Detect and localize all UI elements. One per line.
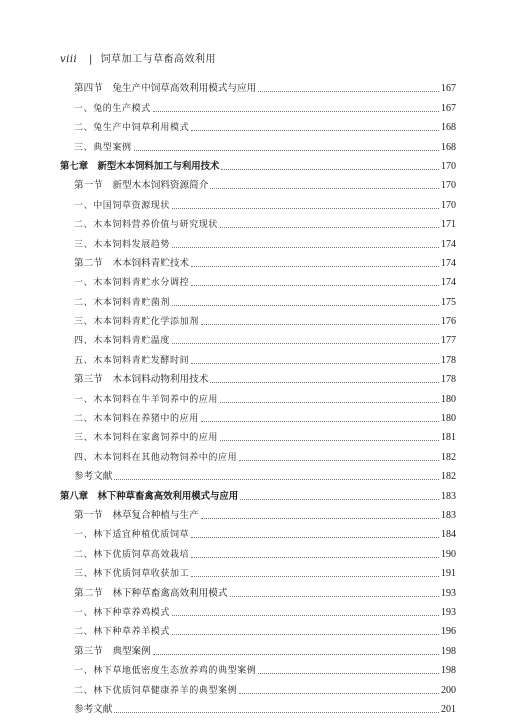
dot-leader: [210, 187, 439, 189]
toc-entry-title: 一、中国饲草资源现状: [74, 200, 171, 211]
toc-entry-title: 二、林下优质饲草高效栽培: [74, 549, 190, 560]
toc-entry-title: 三、典型案例: [74, 142, 132, 153]
toc-item-entry[interactable]: [60, 425, 456, 444]
toc-item-entry[interactable]: [60, 212, 456, 231]
toc-entry-title: 二、木本饲料青贮菌剂: [74, 297, 171, 308]
toc-item-entry[interactable]: [60, 289, 456, 308]
toc-section-entry[interactable]: [60, 76, 456, 95]
toc-entry-page-number: 193: [441, 606, 456, 618]
toc-item-entry[interactable]: [60, 270, 456, 289]
toc-entry-page-number: 181: [441, 432, 456, 444]
toc-entry-title: 第一节 新型木本饲料资源简介: [74, 180, 209, 192]
toc-entry-title: 三、木本饲料在家禽饲养中的应用: [74, 433, 219, 444]
toc-entry-page-number: 175: [441, 296, 456, 308]
dot-leader: [239, 692, 439, 694]
toc-entry-page-number: 176: [441, 316, 456, 328]
dot-leader: [220, 226, 439, 228]
toc-entry-page-number: 191: [441, 568, 456, 580]
toc-entry-title: 第三节 木本饲料动物利用技术: [74, 374, 209, 386]
toc-entry-page-number: 200: [441, 684, 456, 696]
dot-leader: [240, 498, 439, 500]
toc-entry-page-number: 170: [441, 199, 456, 211]
toc-entry-page-number: 178: [441, 354, 456, 366]
dot-leader: [191, 575, 439, 577]
toc-entry-page-number: 180: [441, 393, 456, 405]
toc-section-entry[interactable]: [60, 697, 456, 716]
toc-entry-page-number: 183: [441, 509, 456, 521]
toc-entry-page-number: 168: [441, 141, 456, 153]
toc-entry-title: 参考文献: [74, 471, 113, 483]
dot-leader: [201, 323, 439, 325]
toc-item-entry[interactable]: [60, 192, 456, 211]
dot-leader: [258, 90, 439, 92]
toc-section-entry[interactable]: [60, 580, 456, 599]
toc-entry-page-number: 174: [441, 257, 456, 269]
toc-section-entry[interactable]: [60, 173, 456, 192]
toc-entry-page-number: 180: [441, 413, 456, 425]
toc-section-entry[interactable]: [60, 464, 456, 483]
toc-item-entry[interactable]: [60, 347, 456, 366]
dot-leader: [191, 556, 439, 558]
toc-entry-title: 二、兔生产中饲草利用模式: [74, 123, 190, 134]
toc-entry-page-number: 196: [441, 626, 456, 638]
dot-leader: [220, 439, 439, 441]
toc-chapter-entry[interactable]: [60, 154, 456, 173]
dot-leader: [191, 265, 439, 267]
dot-leader: [114, 478, 439, 480]
toc-item-entry[interactable]: [60, 95, 456, 114]
dot-leader: [134, 149, 439, 151]
dot-leader: [201, 420, 439, 422]
toc-section-entry[interactable]: [60, 367, 456, 386]
toc-chapter-entry[interactable]: [60, 483, 456, 502]
dot-leader: [191, 362, 439, 364]
toc-entry-title: 四、木本饲料在其他动物饲养中的应用: [74, 452, 238, 463]
toc-entry-page-number: 190: [441, 548, 456, 560]
toc-entry-title: 第七章 新型木本饲料加工与利用技术: [60, 160, 220, 172]
toc-entry-page-number: 167: [441, 102, 456, 114]
toc-section-entry[interactable]: [60, 638, 456, 657]
dot-leader: [114, 711, 439, 713]
toc-entry-page-number: 201: [441, 703, 456, 715]
toc-item-entry[interactable]: [60, 619, 456, 638]
toc-entry-page-number: 174: [441, 277, 456, 289]
toc-item-entry[interactable]: [60, 444, 456, 463]
dot-leader: [221, 168, 439, 170]
toc-item-entry[interactable]: [60, 522, 456, 541]
toc-item-entry[interactable]: [60, 115, 456, 134]
dot-leader: [172, 614, 439, 616]
toc-entry-page-number: 198: [441, 665, 456, 677]
toc-entry-title: 第三节 典型案例: [74, 645, 151, 657]
toc-entry-title: 一、林下适宜种植优质饲草: [74, 530, 190, 541]
toc-entry-title: 二、木本饲料在养猪中的应用: [74, 414, 199, 425]
header-page-number: viii: [60, 54, 78, 65]
header-separator: |: [88, 54, 93, 65]
toc-entry-title: 二、林下优质饲草健康养羊的典型案例: [74, 685, 238, 696]
toc-entry-page-number: 183: [441, 490, 456, 502]
toc-entry-title: 第二节 林下种草畜禽高效利用模式: [74, 587, 228, 599]
toc-item-entry[interactable]: [60, 231, 456, 250]
dot-leader: [153, 110, 439, 112]
toc-entry-page-number: 182: [441, 471, 456, 483]
toc-entry-title: 一、木本饲料青贮水分调控: [74, 278, 190, 289]
toc-entry-title: 五、木本饲料青贮发酵时间: [74, 355, 190, 366]
toc-entry-title: 三、林下优质饲草收获加工: [74, 569, 190, 580]
toc-entry-page-number: 193: [441, 587, 456, 599]
toc-entry-title: 一、木本饲料在牛羊饲养中的应用: [74, 394, 219, 405]
dot-leader: [172, 207, 439, 209]
toc-item-entry[interactable]: [60, 134, 456, 153]
toc-entry-title: 二、木本饲料营养价值与研究现状: [74, 220, 219, 231]
toc-item-entry[interactable]: [60, 406, 456, 425]
dot-leader: [239, 459, 439, 461]
toc-entry-title: 四、木本饲料青贮温度: [74, 336, 171, 347]
toc-entry-page-number: 177: [441, 335, 456, 347]
toc-entry-page-number: 184: [441, 529, 456, 541]
toc-item-entry[interactable]: [60, 386, 456, 405]
toc-entry-page-number: 174: [441, 238, 456, 250]
dot-leader: [258, 672, 439, 674]
toc-entry-title: 三、木本饲料青贮化学添加剂: [74, 317, 199, 328]
toc-item-entry[interactable]: [60, 328, 456, 347]
dot-leader: [191, 284, 439, 286]
toc-entry-title: 第八章 林下种草畜禽高效利用模式与应用: [60, 490, 239, 502]
dot-leader: [230, 595, 440, 597]
dot-leader: [220, 401, 439, 403]
toc-entry-page-number: 198: [441, 645, 456, 657]
toc-section-entry[interactable]: [60, 503, 456, 522]
toc-entry-page-number: 178: [441, 374, 456, 386]
dot-leader: [153, 653, 439, 655]
toc-item-entry[interactable]: [60, 541, 456, 560]
running-header: [60, 50, 216, 65]
toc-entry-title: 一、林下种草养鸡模式: [74, 607, 171, 618]
toc-item-entry[interactable]: [60, 600, 456, 619]
toc-entry-page-number: 170: [441, 180, 456, 192]
dot-leader: [201, 517, 439, 519]
toc-entry-page-number: 168: [441, 122, 456, 134]
dot-leader: [172, 246, 439, 248]
dot-leader: [191, 129, 439, 131]
toc-section-entry[interactable]: [60, 251, 456, 270]
toc-entry-page-number: 171: [441, 219, 456, 231]
toc-entry-page-number: 182: [441, 451, 456, 463]
dot-leader: [172, 304, 439, 306]
toc-entry-title: 第四节 兔生产中饲草高效利用模式与应用: [74, 83, 257, 95]
toc-item-entry[interactable]: [60, 658, 456, 677]
header-book-title: 饲草加工与草畜高效利用: [100, 54, 216, 65]
dot-leader: [172, 633, 439, 635]
dot-leader: [172, 342, 439, 344]
toc-entry-title: 第一节 林草复合种植与生产: [74, 509, 199, 521]
toc-entry-page-number: 170: [441, 160, 456, 172]
dot-leader: [210, 381, 439, 383]
toc-item-entry[interactable]: [60, 309, 456, 328]
toc-item-entry[interactable]: [60, 677, 456, 696]
toc-entry-title: 一、林下草地低密度生态放养鸡的典型案例: [74, 666, 257, 677]
table-of-contents: [60, 76, 456, 716]
toc-item-entry[interactable]: [60, 561, 456, 580]
toc-entry-title: 一、兔的生产模式: [74, 103, 151, 114]
toc-entry-title: 三、木本饲料发展趋势: [74, 239, 171, 250]
toc-entry-title: 二、林下种草养羊模式: [74, 627, 171, 638]
toc-entry-title: 第二节 木本饲料青贮技术: [74, 257, 190, 269]
toc-entry-title: 参考文献: [74, 703, 113, 715]
toc-entry-page-number: 167: [441, 83, 456, 95]
dot-leader: [191, 536, 439, 538]
